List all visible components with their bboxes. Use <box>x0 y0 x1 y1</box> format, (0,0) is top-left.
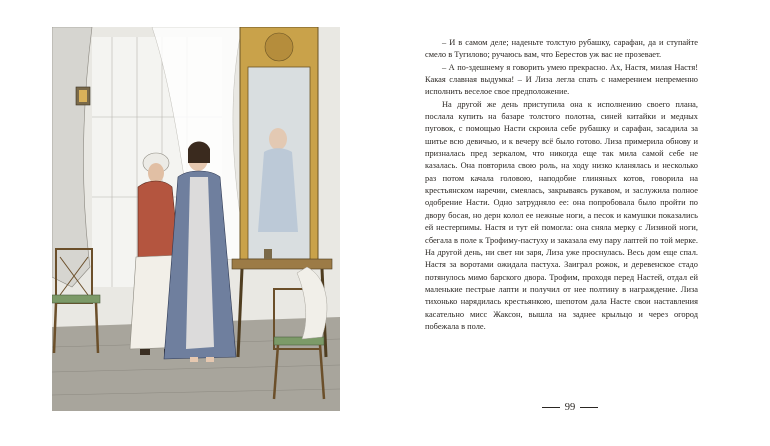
illustration-drawing <box>52 27 340 411</box>
illustration <box>52 27 340 411</box>
right-page <box>385 0 770 446</box>
folio-rule-left <box>542 407 560 408</box>
page-number <box>520 400 620 414</box>
paragraph-1: – И в самом деле; наденьте толстую рубашку, сарафан, да и ступайте смело в Тугилово; ручаюсь вам, что Берестов уж вас не прозевает. <box>425 38 698 60</box>
paragraph-2: – А по-здешнему я говорить умею прекрасно. Ах, Настя, милая Настя! Какая славная выдумка! – И Лиза легла спать с намерением непременно исполнить веселое свое предположение. <box>425 62 698 97</box>
folio-rule-right <box>580 407 598 408</box>
page-number-text: 99 <box>564 401 576 413</box>
mirror <box>240 27 318 267</box>
icon-lamp <box>76 87 90 105</box>
paragraph-3: На другой же день приступила она к исполнению своего плана, послала купить на базаре толстого полотна, синей китайки и медных пуговок, с помощью Насти скроила себе рубашку и сарафан, засадила за шитье всю девичью, и к вечеру всё было готово. Лиза примерила обнову и призналась пред зеркалом, что никогда еще так мила самой себе не казалась. Она повторила свою роль, на ходу низко кланялась и несколько раз потом качала головою, наподобие глиняных котов, говорила на крестьянском наречии, смеялась, закрываясь рукавом, и заслужила полное одобрение Насти. Одно затрудняло ее: она попробовала было пройти по двору босая, но дерн колол ее нежные ноги, а песок и камушки показались ей нестерпимы. Настя и тут ей помогла: она сняла мерку с Лизиной ноги, сбегала в поле к Трофиму-пастуху и заказала ему пару лаптей по той мерке. На другой день, ни свет ни заря, Лиза уже проснулась. Весь дом еще спал. Настя за воротами ожидала пастуха. Заиграл рожок, и деревенское стадо потянулось мимо барского двора. Трофим, проходя перед Настей, отдал ей маленькие пестрые лапти и получил от нее полтину в награждение. Лиза тихонько нарядилась крестьянкою, шепотом дала Насте свои наставления касательно мисс Жаксон, вышла на заднее крыльцо и через огород побежала в поле. <box>425 99 698 331</box>
body-text <box>425 37 698 333</box>
